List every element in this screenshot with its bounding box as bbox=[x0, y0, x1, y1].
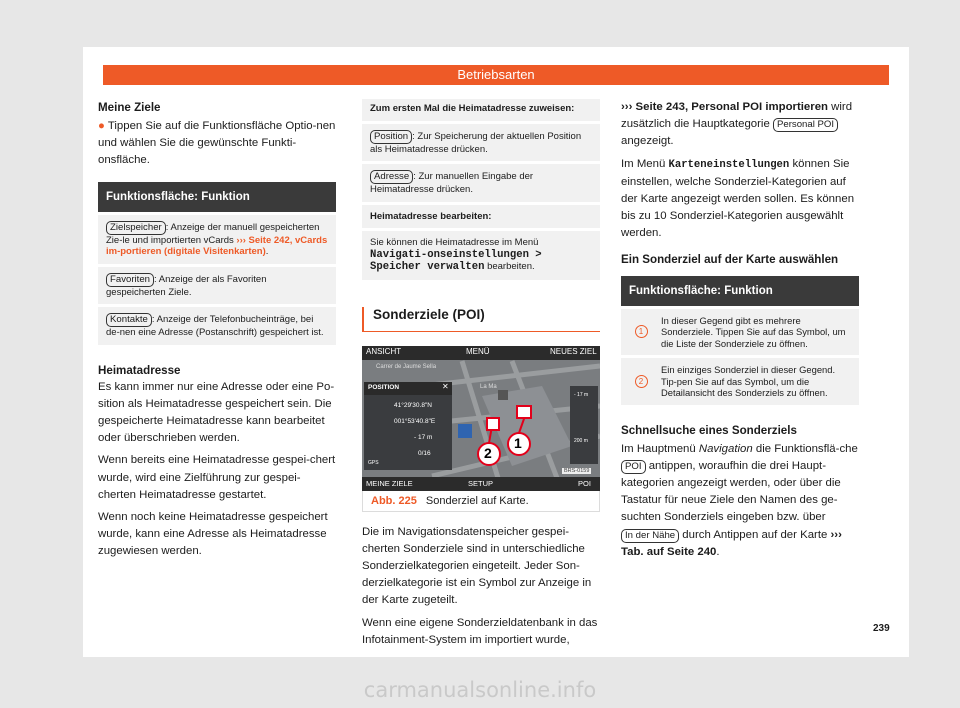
map-gps: GPS bbox=[368, 459, 379, 466]
paragraph: Wenn noch keine Heimatadresse gespeichert wurde, kann eine Adresse als Heimatadresse zugewiesen werden. bbox=[98, 511, 328, 558]
page-number: 239 bbox=[873, 623, 890, 634]
map-bottom-right[interactable]: POI bbox=[578, 478, 591, 488]
table-header: Funktionsfläche: Funktion bbox=[621, 276, 859, 306]
map-alt: - 17 m bbox=[414, 433, 433, 441]
menu-name: Karteneinstellungen bbox=[668, 158, 790, 171]
poi-function-table bbox=[621, 276, 859, 408]
watermark: carmanualsonline.info bbox=[363, 678, 597, 702]
figure-caption bbox=[362, 491, 600, 512]
map-place: La Ma bbox=[480, 383, 497, 390]
home-address-box bbox=[362, 99, 600, 283]
table-row: 1 In dieser Gegend gibt es mehrere Sonderziele. Tippen Sie auf das Symbol, um die Liste der Sonderziele zu öffnen. bbox=[621, 309, 859, 359]
heading-my-goals: Meine Ziele bbox=[98, 101, 161, 114]
instruction-bullet bbox=[98, 118, 336, 170]
poi-callout-2: 2 bbox=[484, 444, 492, 461]
column-1 bbox=[98, 99, 336, 561]
figure-number: Abb. 225 bbox=[371, 494, 417, 507]
close-icon[interactable]: ✕ bbox=[442, 381, 449, 391]
paragraph: Im Menü Karteneinstellungen können Sie einstellen, welche Sonderziel-Kategorien auf der Karte angezeigt werden sollen. Es können bis zu 10 Sonderziel-Kategorien ausgewählt werden. bbox=[621, 157, 855, 240]
box-row: Heimatadresse bearbeiten: bbox=[362, 205, 600, 232]
figure-caption-text: Sonderziel auf Karte. bbox=[425, 494, 529, 507]
map-bottom-mid[interactable]: SETUP bbox=[468, 478, 494, 488]
map-top-right[interactable]: NEUES ZIEL bbox=[550, 346, 597, 356]
column-2 bbox=[362, 99, 600, 649]
box-row: Adresse : Zur manuellen Eingabe der Heimatadresse drücken. bbox=[362, 164, 600, 205]
tag-poi: POI bbox=[621, 460, 646, 474]
map-top-left[interactable]: ANSICHT bbox=[366, 346, 402, 356]
tag-personal-poi: Personal POI bbox=[773, 118, 838, 132]
page-reference[interactable]: ››› Seite 243, Personal POI importieren bbox=[621, 101, 828, 113]
function-table bbox=[98, 182, 336, 348]
heading-select-poi: Ein Sonderziel auf der Karte auswählen bbox=[621, 252, 839, 266]
map-bottom-left[interactable]: MEINE ZIELE bbox=[366, 478, 413, 488]
tag-zielspeicher: Zielspeicher bbox=[106, 221, 166, 235]
paragraph: ››› Seite 243, Personal POI importieren wird zusätzlich die Hauptkategorie Personal POI angezeigt. bbox=[621, 101, 853, 148]
page-reference[interactable]: ››› Tab. auf Seite 240 bbox=[621, 528, 842, 558]
section-header: Betriebsarten bbox=[103, 65, 889, 85]
map-sat: 0/16 bbox=[418, 449, 431, 457]
map-panel-title: POSITION bbox=[368, 383, 400, 391]
tag-adresse: Adresse bbox=[370, 170, 413, 184]
map-scale: 200 m bbox=[574, 437, 588, 444]
number-badge: 1 bbox=[635, 325, 648, 338]
section-title-poi: Sonderziele (POI) bbox=[362, 307, 600, 332]
map-lat: 41°29'30.8"N bbox=[394, 401, 432, 409]
map-top-mid[interactable]: MENÜ bbox=[466, 346, 490, 356]
table-row: 2 Ein einziges Sonderziel in dieser Gegend. Tip-pen Sie auf das Symbol, um die Detailansicht des Sonderziels zu öffnen. bbox=[621, 358, 859, 408]
map-side-label: - 17 m bbox=[574, 391, 589, 398]
number-badge: 2 bbox=[635, 375, 648, 388]
manual-page bbox=[83, 47, 909, 657]
table-row: Kontakte : Anzeige der Telefonbucheinträge, bei de-nen eine Adresse (Postanschrift) gespeichert ist. bbox=[98, 307, 336, 348]
table-row: Zielspeicher : Anzeige der manuell gespeicherten Zie-le und importierten vCards ››› Seite 242, vCards im-portieren (digitale Visitenkarten). bbox=[98, 215, 336, 267]
heading-home-address: Heimatadresse bbox=[98, 363, 181, 377]
navigation-map-figure bbox=[362, 346, 600, 491]
tag-position: Position bbox=[370, 130, 412, 144]
map-lon: 001°53'40.8"E bbox=[394, 417, 436, 425]
map-street: Carrer de Jaume Sella bbox=[376, 363, 437, 370]
paragraph: Die im Navigationsdatenspeicher gespei-cherten Sonderziele sind in unterschiedliche Sonderzielkategorien eingeteilt. Jeder Son-derzielkategorie ist ein Symbol zur Anzeige in der Karte zugeteilt. bbox=[362, 525, 592, 607]
tag-favoriten: Favoriten bbox=[106, 273, 154, 287]
table-header: Funktionsfläche: Funktion bbox=[98, 182, 336, 212]
table-row: Favoriten : Anzeige der als Favoriten gespeicherten Ziele. bbox=[98, 267, 336, 308]
paragraph: Wenn bereits eine Heimatadresse gespei-chert wurde, wird eine Zielführung zur gespei-cherten Heimatadresse gestartet. bbox=[98, 454, 336, 501]
heading-quick-search: Schnellsuche eines Sonderziels bbox=[621, 423, 797, 437]
menu-path: Navigati-onseinstellungen > Speicher verwalten bbox=[370, 248, 542, 273]
paragraph: Im Hauptmenü Navigation die Funktionsflä-che POI antippen, woraufhin die drei Haupt-kategorien angezeigt werden, oder über die Tastatur für neue Ziele den Namen des ge-suchten Sonderziels eingeben bzw. über In der Nähe durch Antippen auf der Karte ››› Tab. auf Seite 240. bbox=[621, 442, 858, 558]
box-row: Sie können die Heimatadresse im Menü Navigati-onseinstellungen > Speicher verwalten bearbeiten. bbox=[362, 231, 600, 283]
box-row: Zum ersten Mal die Heimatadresse zuweisen: bbox=[362, 99, 600, 124]
tag-kontakte: Kontakte bbox=[106, 313, 152, 327]
box-row: Position : Zur Speicherung der aktuellen Position als Heimatadresse drücken. bbox=[362, 124, 600, 165]
page-reference[interactable]: ››› Seite 242, vCards im-portieren (digitale Visitenkarten) bbox=[106, 234, 328, 258]
paragraph: Wenn eine eigene Sonderzieldatenbank in das Infotainment-System im importiert wurde, bbox=[362, 616, 598, 646]
column-3 bbox=[621, 99, 859, 561]
bullet-icon: ● bbox=[98, 120, 105, 132]
poi-callout-1: 1 bbox=[514, 434, 522, 451]
paragraph: Es kann immer nur eine Adresse oder eine Po-sition als Heimatadresse gespeichert sein. Die gespeicherte Heimatadresse kann bearbeitet oder überschrieben werden. bbox=[98, 380, 335, 445]
figure-code: BRS-0159 bbox=[564, 467, 590, 474]
bullet-text: Tippen Sie auf die Funktionsfläche Optio-nen und wählen Sie die gewünschte Funkti-onsfläche. bbox=[98, 120, 336, 167]
tag-in-der-naehe: In der Nähe bbox=[621, 529, 679, 543]
